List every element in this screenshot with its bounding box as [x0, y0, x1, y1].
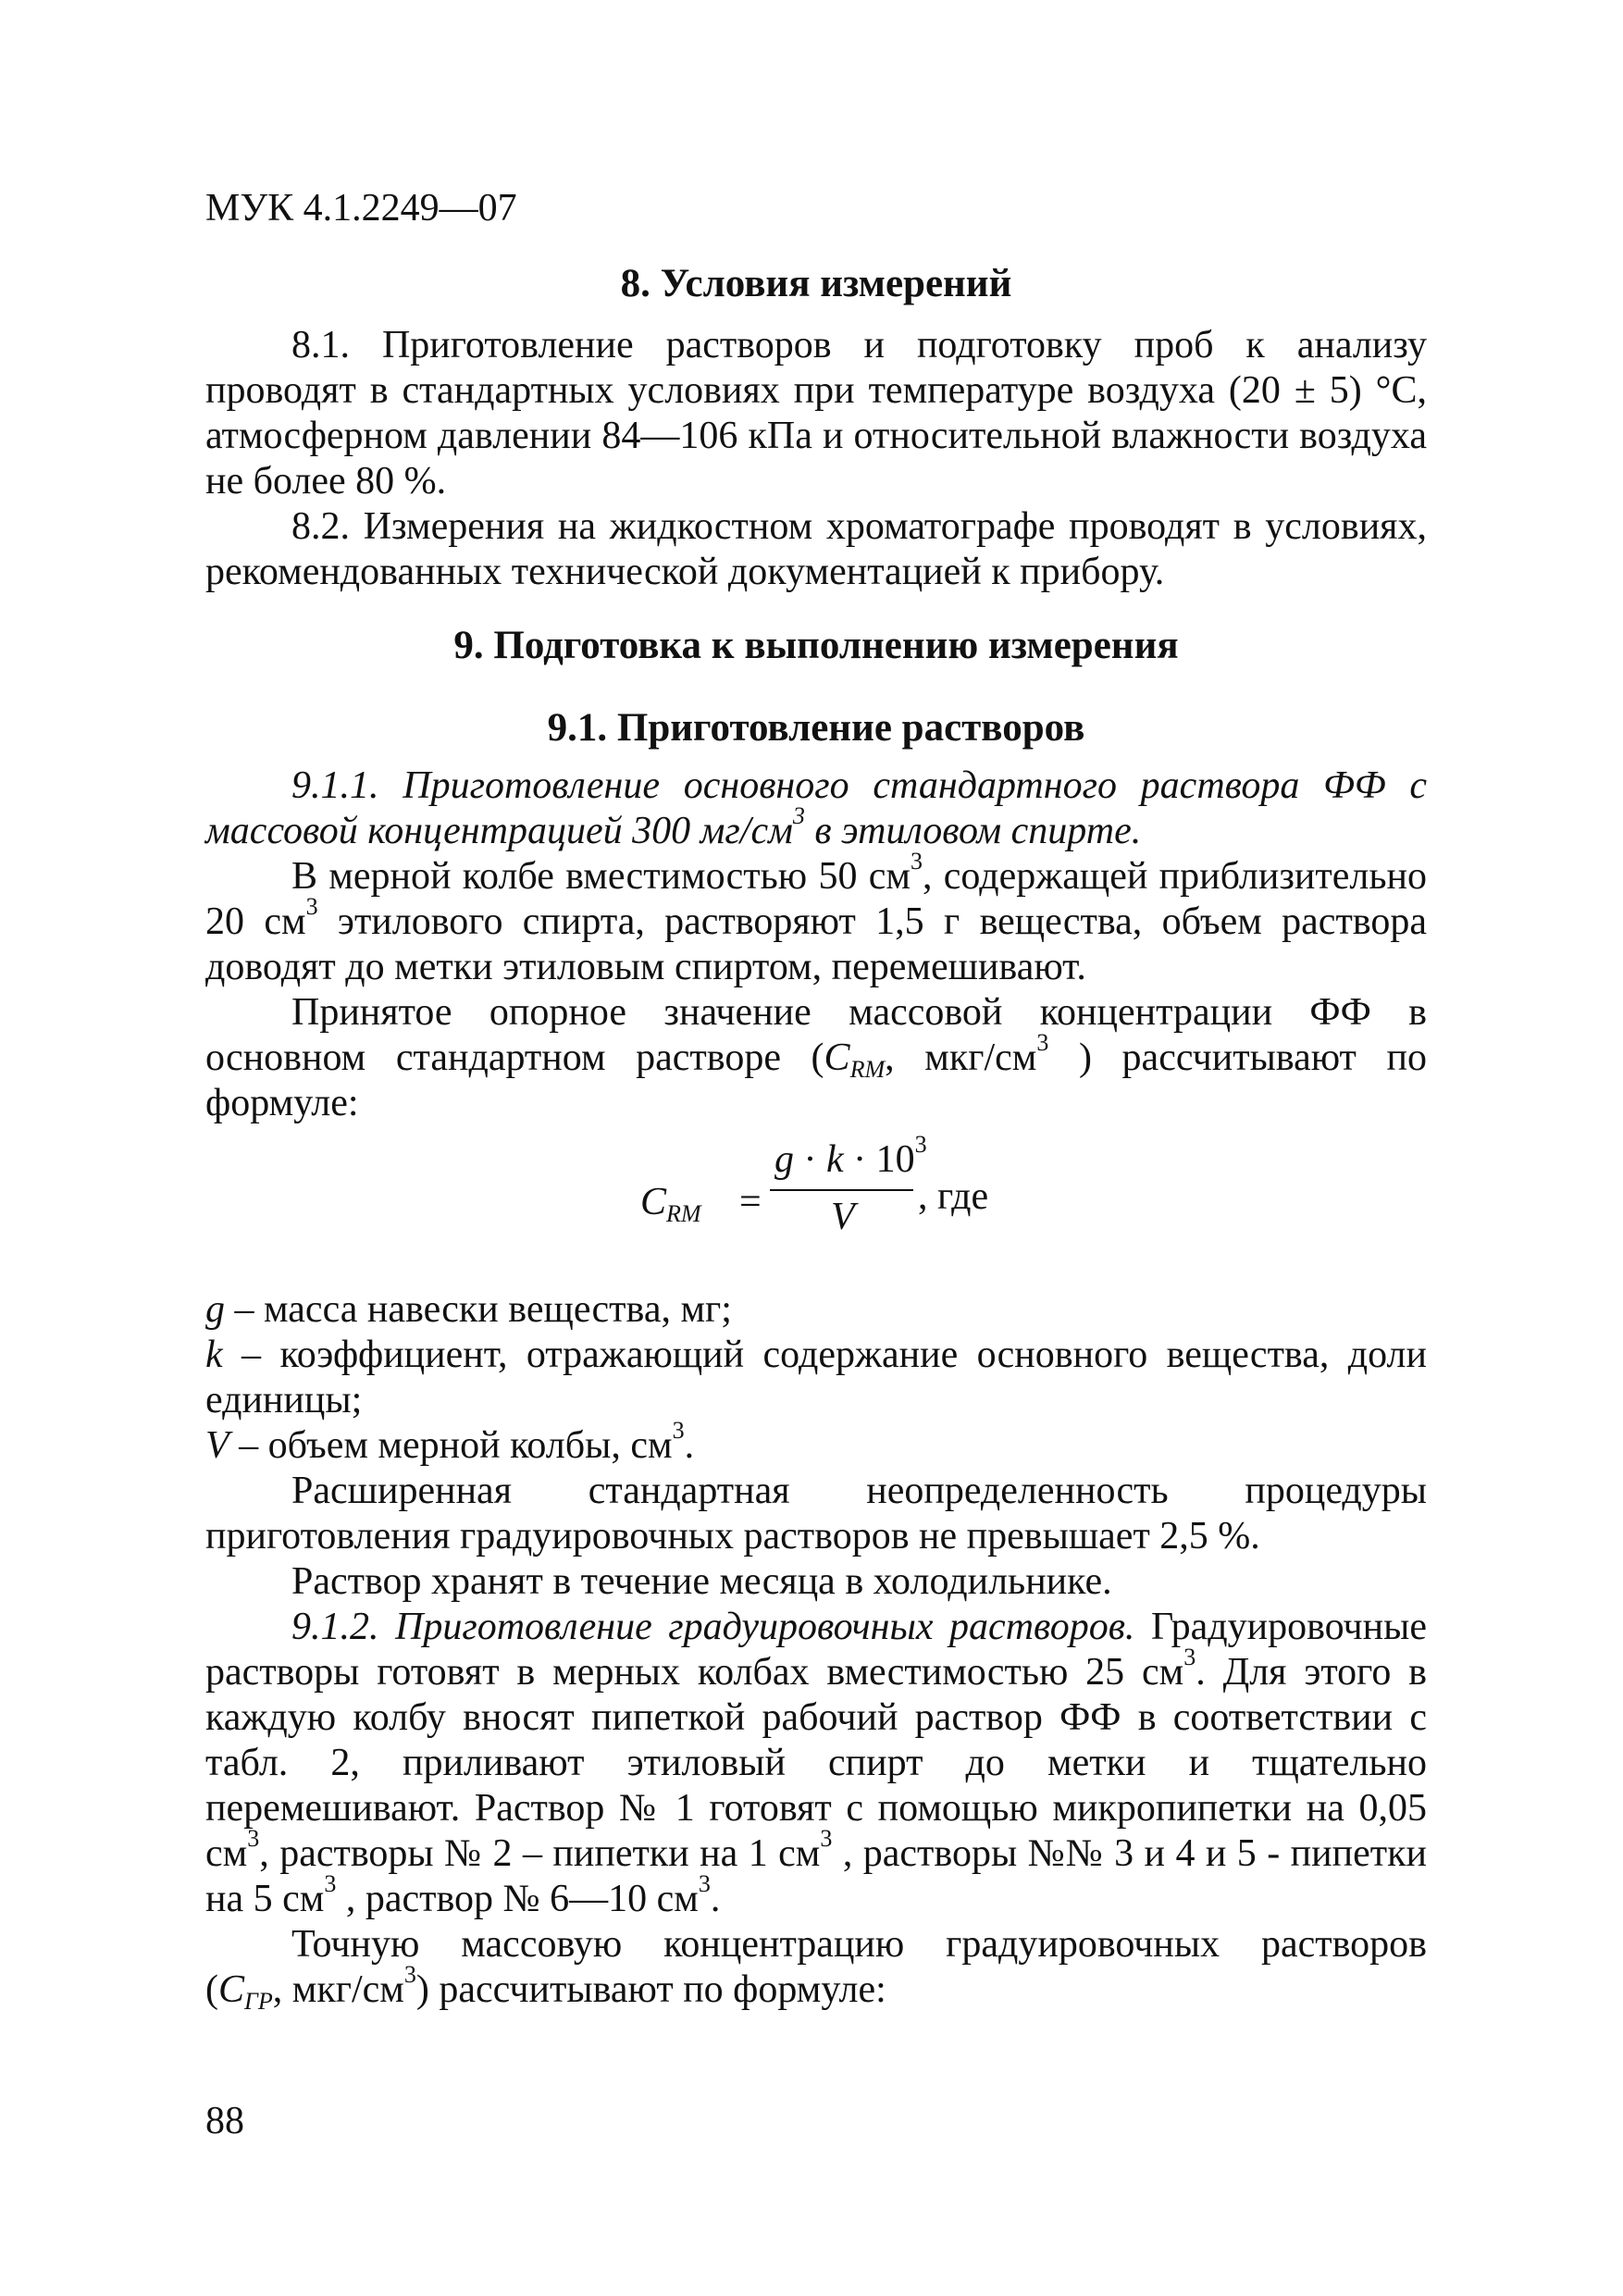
formula-fraction-line: [770, 1189, 913, 1191]
paragraph-reference-value: Принятое опорное значение массовой концентрации ФФ в основном стандартном растворе ($C_{RM}$, мкг/$см^3$ ) рассчитывают по формуле:: [205, 991, 1427, 1125]
formula-equals: =: [739, 1181, 762, 1224]
formula-where: , где: [918, 1175, 989, 1219]
paragraph-uncertainty: Расширенная стандартная неопределенность процедуры приготовления градуировочных растворов не превышает 2,5 %.: [205, 1470, 1427, 1558]
definition-k: k – коэффициент, отражающий содержание основного вещества, доли единицы;: [205, 1334, 1427, 1422]
page-number: 88: [205, 2100, 244, 2142]
paragraph-flask-preparation: В мерной колбе вместимостью 50 $см^3$, содержащей приблизительно 20 $см^3$ этилового спирта, растворяют 1,5 г вещества, объем раствора доводят до метки этиловым спиртом, перемешивают.: [205, 848, 1427, 989]
paragraph-exact-concentration-line1: Точную массовую концентрацию градуировочных растворов: [291, 1923, 1427, 1967]
formula-crm: [205, 1131, 1427, 1274]
definition-v: V – объем мерной колбы, $см^3$.: [205, 1417, 695, 1468]
paragraph-storage: Раствор хранят в течение месяца в холодильнике.: [291, 1560, 1112, 1604]
document-code: МУК 4.1.2249—07: [205, 187, 517, 230]
document-page: [205, 185, 1427, 2016]
paragraph-9-1-1-heading: 9.1.1. Приготовление основного стандартного раствора ФФ с массовой концентрацией 300 $мг/см^3$ в этиловом спирте.: [205, 764, 1427, 853]
subsection-9-1-title: 9.1. Приготовление растворов: [547, 706, 1085, 751]
paragraph-9-1-2: 9.1.2. Приготовление градуировочных растворов. Градуировочные растворы готовят в мерных колбах вместимостью 25 $см^3$. Для этого в каждую колбу вносят пипеткой рабочий раствор ФФ в соответствии с табл. 2, приливают этиловый спирт до метки и тщательно перемешивают. Раствор № 1 готовят с помощью микропипетки на 0,05 $см^3$, растворы № 2 – пипетки на 1 $см^3$ , растворы №№ 3 и 4 и 5 - пипетки на 5 $см^3$ , раствор № 6—10 $см^3$.: [205, 1606, 1427, 1921]
formula-lhs: $C_{RM}$: [640, 1181, 701, 1228]
formula-numerator: $g \cdot k \cdot 10^3$: [774, 1131, 927, 1182]
section-8-title: 8. Условия измерений: [620, 262, 1012, 306]
paragraph-8-1: 8.1. Приготовление растворов и подготовку проб к анализу проводят в стандартных условиях при температуре воздуха (20 ± 5) °С, атмосферном давлении 84—106 кПа и относительной влажности воздуха не более 80 %.: [205, 324, 1427, 503]
paragraph-8-2: 8.2. Измерения на жидкостном хроматографе проводят в условиях, рекомендованных технической документацией к прибору.: [205, 505, 1427, 594]
formula-denominator: V: [831, 1196, 855, 1239]
paragraph-exact-concentration-line2: ($C_{ГР}$, мкг/$см^3$) рассчитывают по формуле:: [205, 1961, 886, 2016]
section-9-title: 9. Подготовка к выполнению измерения: [453, 624, 1179, 668]
definition-g: g – масса навески вещества, мг;: [205, 1288, 732, 1332]
